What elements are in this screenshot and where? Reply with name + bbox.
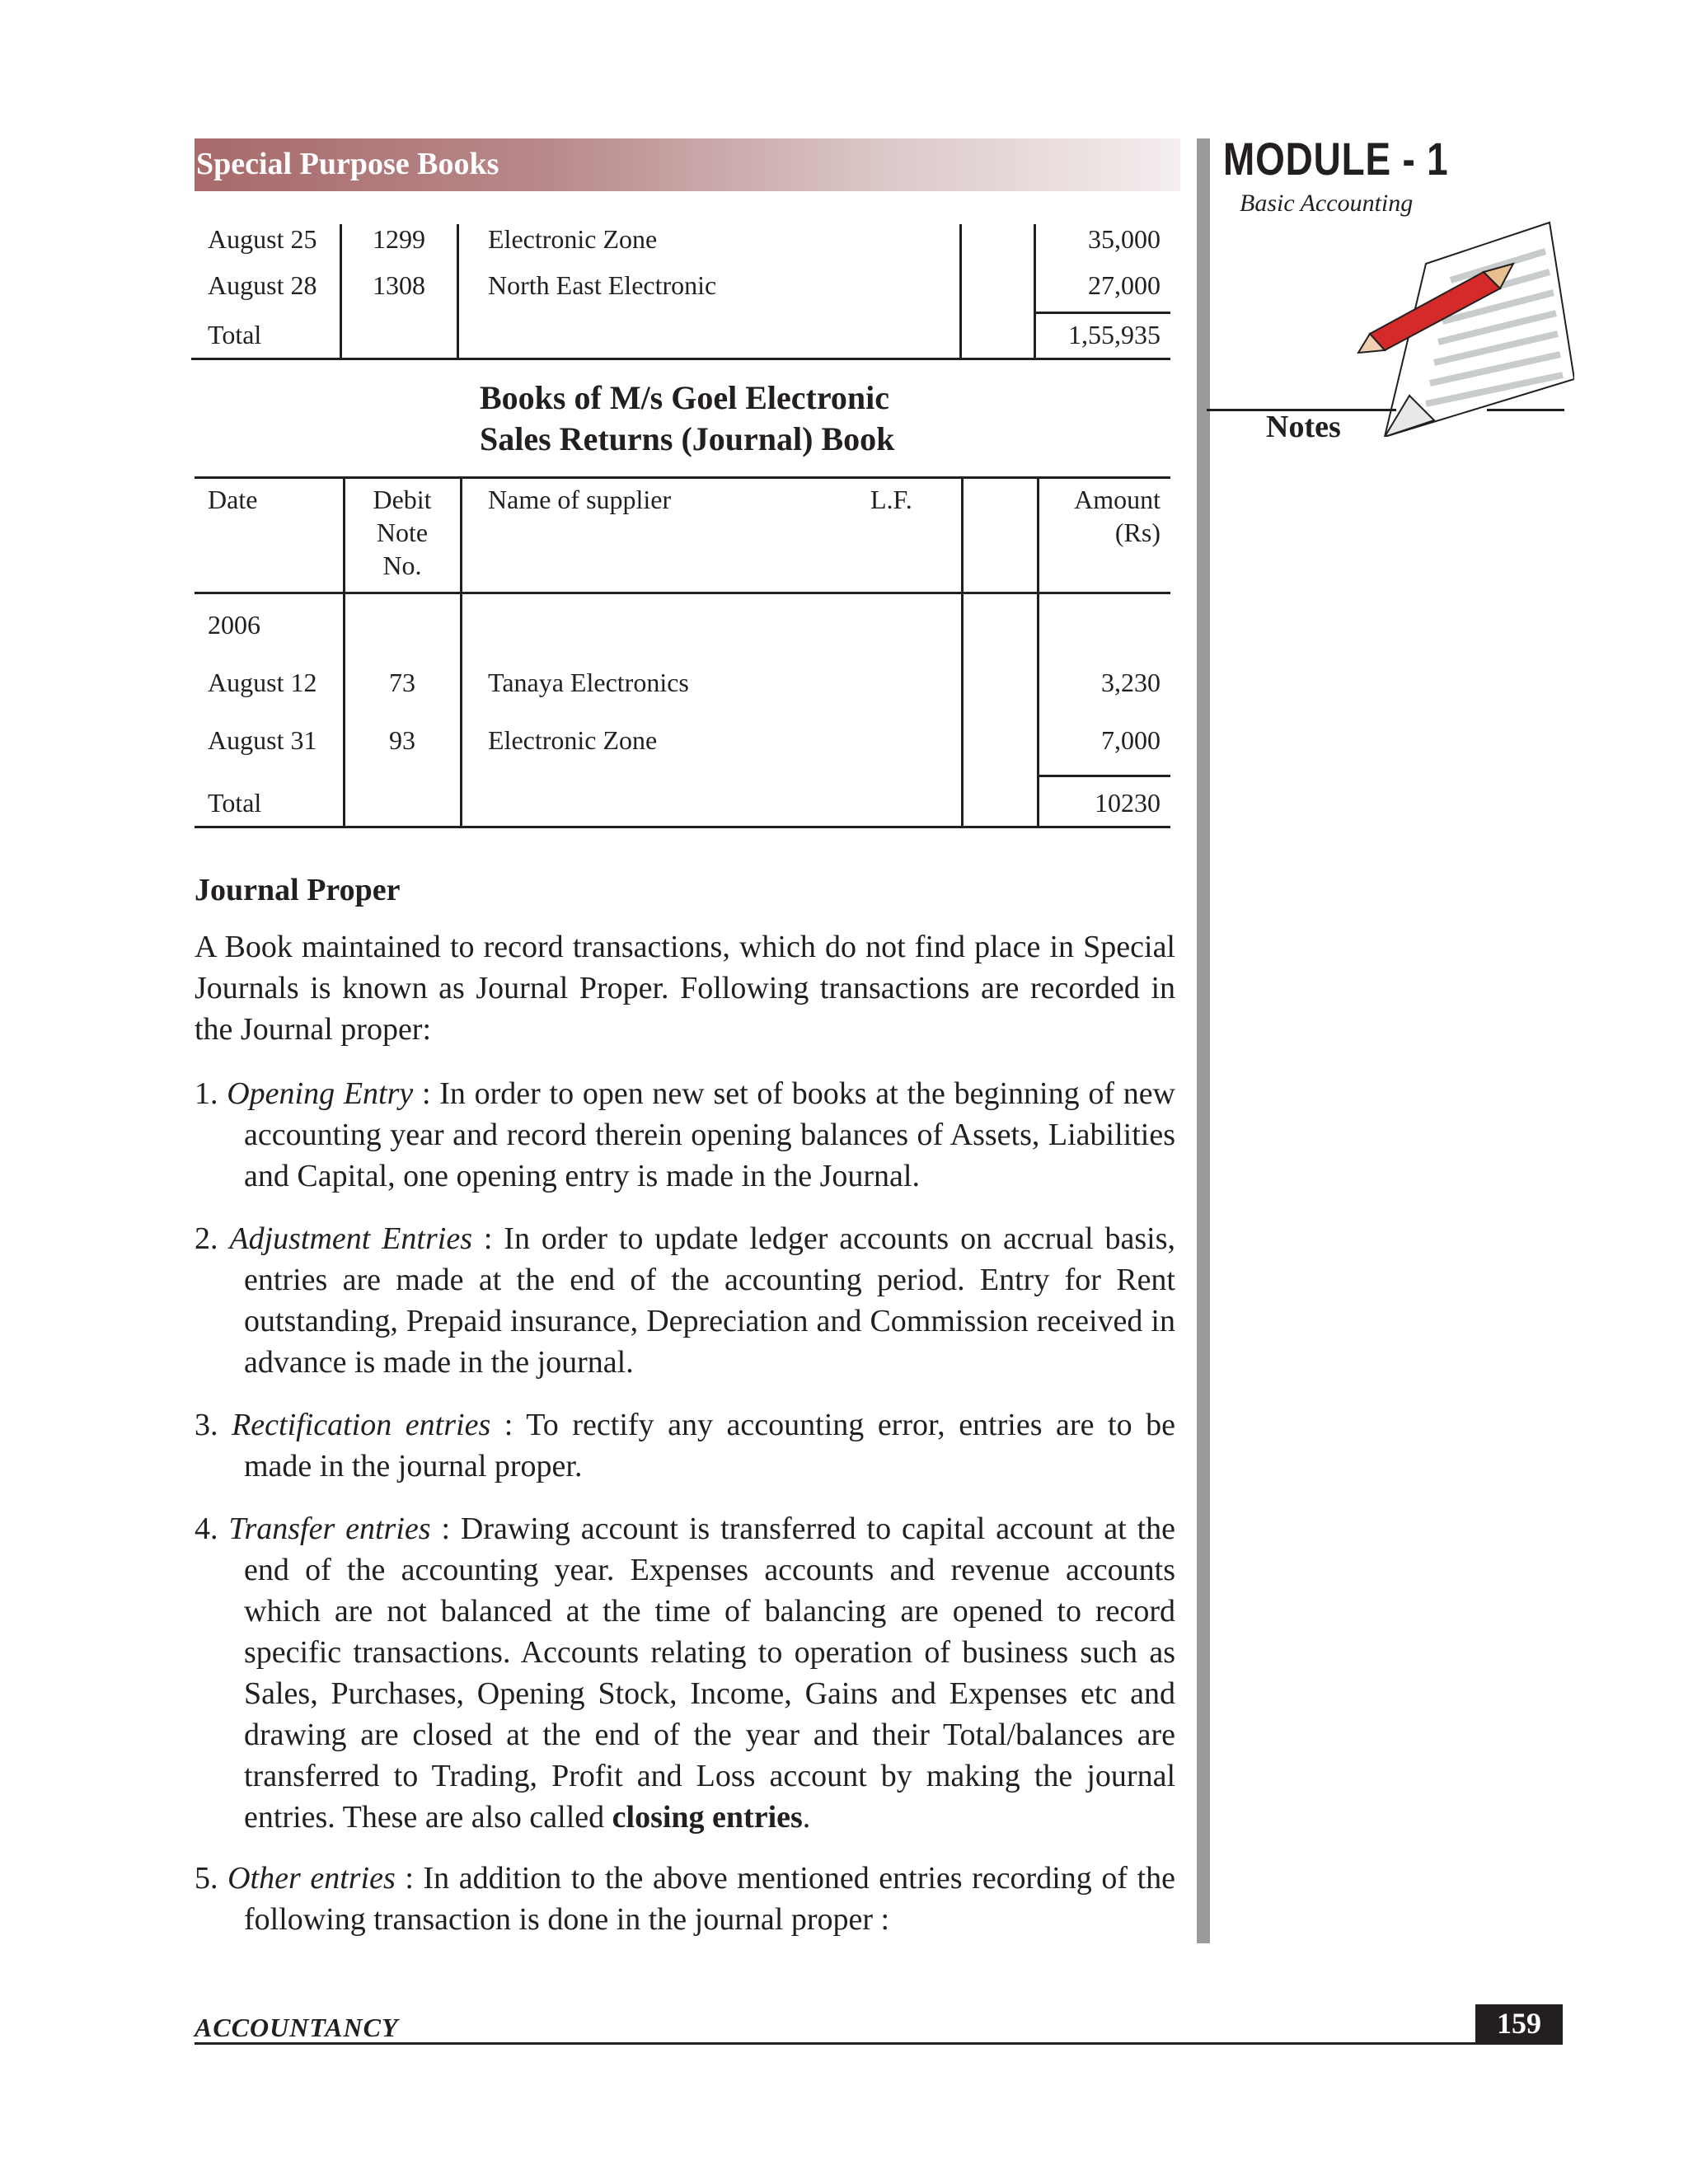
column-header-debit-note: Debit: [373, 485, 432, 514]
row-name: Electronic Zone: [488, 224, 658, 254]
table-rule: [460, 476, 462, 827]
item-term: Transfer entries: [228, 1511, 431, 1546]
module-label: MODULE - 1: [1223, 133, 1449, 185]
item-term: Rectification entries: [232, 1408, 491, 1442]
item-bold-term: closing entries: [612, 1800, 803, 1835]
row-amount: 7,000: [1101, 725, 1160, 755]
row-date: August 12: [208, 668, 317, 697]
item-term: Other entries: [227, 1861, 396, 1896]
book-title-line2: Sales Returns (Journal) Book: [480, 420, 895, 457]
section-title: Special Purpose Books: [196, 147, 499, 181]
header-bottom-rule: [195, 592, 1170, 594]
subtotal-rule: [1034, 312, 1170, 314]
table-rule: [961, 476, 964, 827]
journal-proper-intro: A Book maintained to record transactions, which do not find place in Special Journals is known as Journal Proper. Following transactions are recorded in the Journal proper:: [195, 930, 1175, 1047]
footer-rule: [195, 2042, 1563, 2045]
item-text: : In addition to the above mentioned entries recording of the following transaction is done in the journal proper :: [244, 1861, 1176, 1937]
row-name: Tanaya Electronics: [488, 668, 689, 697]
table-rule: [959, 224, 962, 358]
row-number: 93: [389, 725, 415, 755]
column-header-date: Date: [208, 485, 258, 514]
item-term: Adjustment Entries: [229, 1221, 472, 1256]
item-text: : Drawing account is transferred to capital account at the end of the accounting year. Expenses accounts and revenue accounts which are not balanced at the time of balancing are opened to record specific transactions. Accounts relating to operation of business such as Sales, Purchases, Opening Stock, Income, Gains and Expenses etc and drawing are closed at the end of the year and their Total/balances are transferred to Trading, Profit and Loss account by making the journal entries. These are also called: [244, 1511, 1176, 1835]
column-header-amount: (Rs): [1114, 518, 1160, 547]
row-amount: 27,000: [1088, 270, 1160, 300]
subtotal-rule: [1037, 775, 1170, 777]
row-date: August 28: [208, 270, 317, 300]
item-number: 2.: [195, 1221, 218, 1256]
table-rule: [1034, 224, 1036, 358]
list-item: [195, 1218, 1175, 1383]
column-header-lf: L.F.: [870, 485, 912, 514]
item-number: 4.: [195, 1511, 218, 1546]
item-text-end: .: [802, 1800, 811, 1835]
list-item: [195, 1404, 1175, 1487]
item-number: 1.: [195, 1076, 218, 1111]
item-text: : In order to open new set of books at the beginning of new accounting year and record therein opening balances of Assets, Liabilities and Capital, one opening entry is made in the Journal.: [244, 1076, 1176, 1193]
column-header-amount: Amount: [1074, 485, 1160, 514]
total-amount: 10230: [1095, 788, 1160, 818]
column-header-supplier: Name of supplier: [488, 485, 672, 514]
row-number: 1308: [373, 270, 425, 300]
row-date: August 31: [208, 725, 317, 755]
row-number: 1299: [373, 224, 425, 254]
list-item: [195, 1073, 1175, 1197]
notepad-pencil-icon: [1352, 214, 1574, 437]
row-amount: 35,000: [1088, 224, 1160, 254]
journal-proper-heading: Journal Proper: [195, 873, 401, 907]
item-number: 3.: [195, 1408, 218, 1442]
column-header-debit-note: No.: [382, 551, 422, 580]
notes-label: Notes: [1266, 410, 1341, 444]
footer-subject: ACCOUNTANCY: [195, 2013, 399, 2042]
row-name: North East Electronic: [488, 270, 717, 300]
table-bottom-rule: [191, 358, 1170, 360]
module-subtitle: Basic Accounting: [1240, 190, 1414, 217]
table-bottom-rule: [195, 826, 1170, 828]
list-item: [195, 1508, 1175, 1838]
row-number: 73: [389, 668, 415, 697]
row-date: August 25: [208, 224, 317, 254]
notes-rule-right: [1487, 409, 1564, 411]
column-header-debit-note: Note: [376, 518, 429, 547]
item-text: : To rectify any accounting error, entries are to be made in the journal proper.: [244, 1408, 1175, 1483]
item-term: Opening Entry: [227, 1076, 414, 1111]
list-item: [195, 1858, 1175, 1940]
row-amount: 3,230: [1101, 668, 1160, 697]
total-amount: 1,55,935: [1068, 320, 1160, 349]
table-top-rule: [195, 476, 1170, 479]
year-label: 2006: [208, 610, 260, 640]
item-text: : In order to update ledger accounts on accrual basis, entries are made at the end of the accounting period. Entry for Rent outstanding, Prepaid insurance, Depreciation and Commission received in advance is made in the journal.: [244, 1221, 1175, 1380]
book-title-line1: Books of M/s Goel Electronic: [480, 379, 889, 416]
table-rule: [457, 224, 459, 358]
page-number: 159: [1475, 2004, 1563, 2042]
total-label: Total: [208, 788, 262, 818]
total-label: Total: [208, 320, 262, 349]
item-number: 5.: [195, 1861, 218, 1896]
row-name: Electronic Zone: [488, 725, 658, 755]
